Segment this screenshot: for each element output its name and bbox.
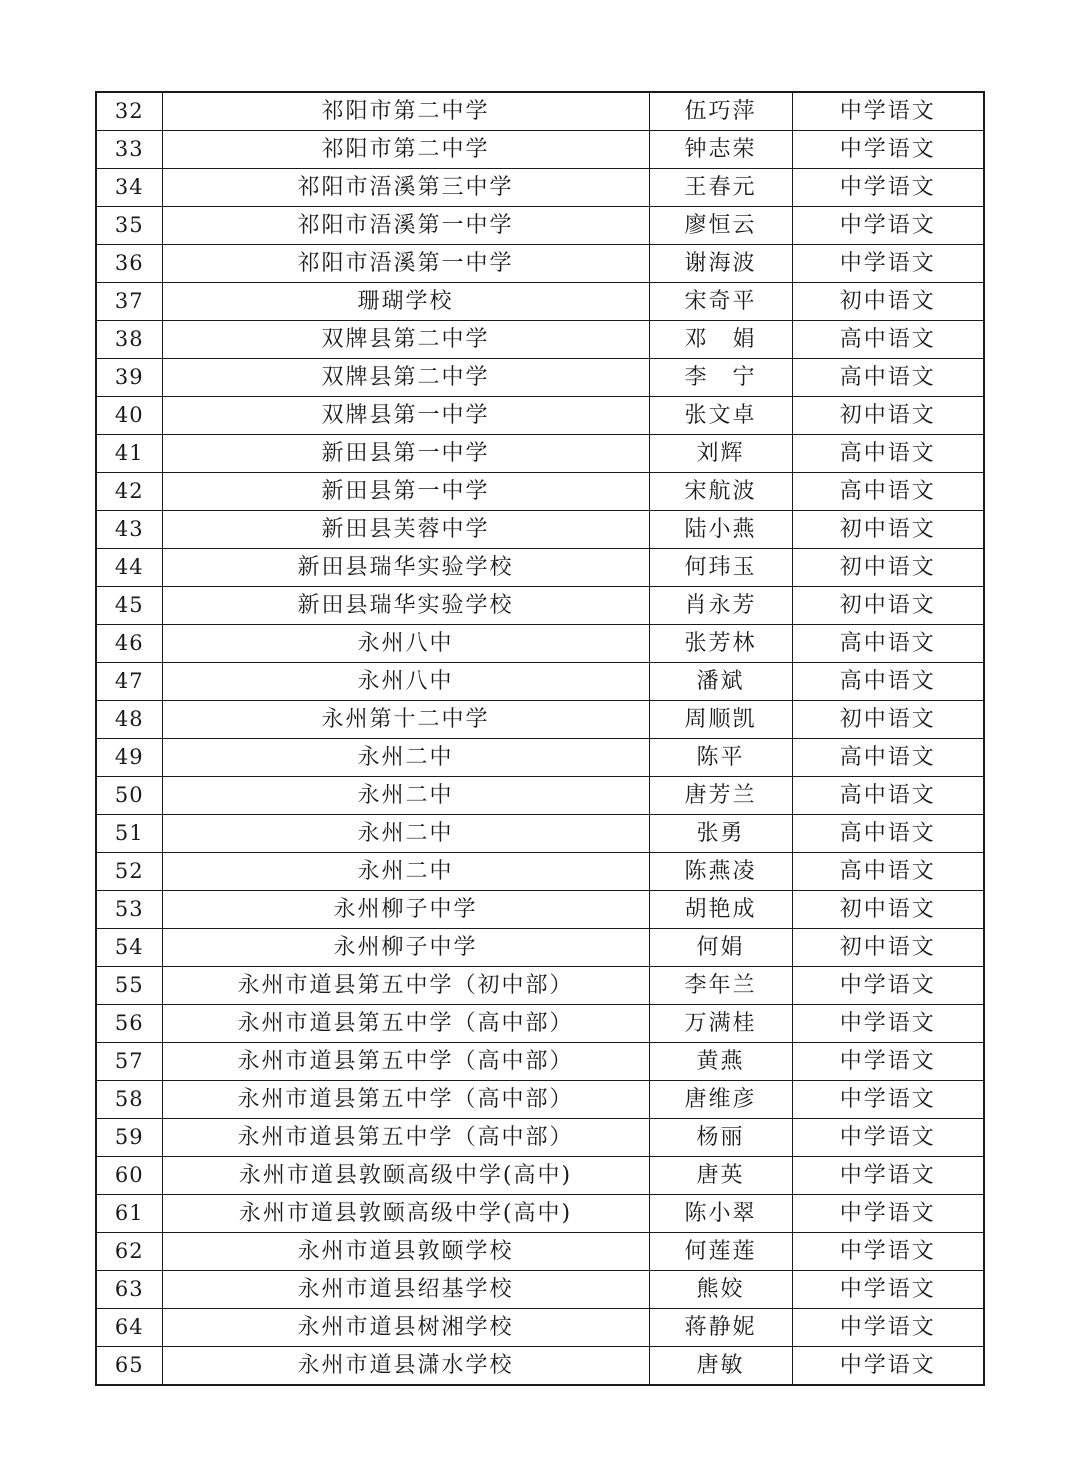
teacher-name-cell: 张勇: [649, 815, 792, 853]
school-name-cell: 祁阳市浯溪第一中学: [162, 207, 649, 245]
teacher-name-cell: 钟志荣: [649, 131, 792, 169]
teacher-name-cell: 陈燕凌: [649, 853, 792, 891]
roster-table-body: [96, 92, 984, 1385]
teacher-name-cell: 王春元: [649, 169, 792, 207]
teacher-name-cell: 黄燕: [649, 1043, 792, 1081]
subject-cell: 中学语文: [792, 1309, 984, 1347]
table-row: [96, 891, 984, 929]
teacher-name-cell: 廖恒云: [649, 207, 792, 245]
row-number-cell: 55: [96, 967, 162, 1005]
row-number-cell: 62: [96, 1233, 162, 1271]
teacher-name-cell: 潘斌: [649, 663, 792, 701]
table-row: [96, 1347, 984, 1386]
school-name-cell: 永州二中: [162, 853, 649, 891]
table-row: [96, 1195, 984, 1233]
school-name-cell: 永州市道县第五中学（高中部）: [162, 1043, 649, 1081]
table-row: [96, 1005, 984, 1043]
subject-cell: 中学语文: [792, 1347, 984, 1386]
row-number-cell: 48: [96, 701, 162, 739]
row-number-cell: 39: [96, 359, 162, 397]
table-row: [96, 511, 984, 549]
subject-cell: 中学语文: [792, 1081, 984, 1119]
school-name-cell: 永州市道县第五中学（高中部）: [162, 1005, 649, 1043]
row-number-cell: 65: [96, 1347, 162, 1386]
subject-cell: 初中语文: [792, 891, 984, 929]
school-name-cell: 新田县瑞华实验学校: [162, 587, 649, 625]
school-name-cell: 永州第十二中学: [162, 701, 649, 739]
subject-cell: 中学语文: [792, 1233, 984, 1271]
school-name-cell: 双牌县第二中学: [162, 321, 649, 359]
table-row: [96, 625, 984, 663]
subject-cell: 高中语文: [792, 359, 984, 397]
subject-cell: 初中语文: [792, 587, 984, 625]
teacher-name-cell: 李年兰: [649, 967, 792, 1005]
table-row: [96, 321, 984, 359]
subject-cell: 中学语文: [792, 1271, 984, 1309]
subject-cell: 初中语文: [792, 929, 984, 967]
row-number-cell: 56: [96, 1005, 162, 1043]
school-name-cell: 永州二中: [162, 777, 649, 815]
table-row: [96, 853, 984, 891]
school-name-cell: 永州柳子中学: [162, 891, 649, 929]
table-row: [96, 739, 984, 777]
table-row: [96, 967, 984, 1005]
table-row: [96, 435, 984, 473]
subject-cell: 中学语文: [792, 1043, 984, 1081]
table-row: [96, 815, 984, 853]
teacher-name-cell: 张芳林: [649, 625, 792, 663]
subject-cell: 初中语文: [792, 283, 984, 321]
row-number-cell: 43: [96, 511, 162, 549]
teacher-name-cell: 唐敏: [649, 1347, 792, 1386]
subject-cell: 高中语文: [792, 663, 984, 701]
table-row: [96, 245, 984, 283]
school-name-cell: 永州市道县第五中学（高中部）: [162, 1119, 649, 1157]
table-row: [96, 397, 984, 435]
school-name-cell: 永州二中: [162, 815, 649, 853]
subject-cell: 初中语文: [792, 511, 984, 549]
school-name-cell: 永州市道县第五中学（高中部）: [162, 1081, 649, 1119]
subject-cell: 高中语文: [792, 815, 984, 853]
subject-cell: 中学语文: [792, 131, 984, 169]
row-number-cell: 49: [96, 739, 162, 777]
school-name-cell: 永州市道县第五中学（初中部）: [162, 967, 649, 1005]
subject-cell: 高中语文: [792, 853, 984, 891]
table-row: [96, 1119, 984, 1157]
row-number-cell: 37: [96, 283, 162, 321]
teacher-name-cell: 张文卓: [649, 397, 792, 435]
school-name-cell: 永州市道县敦颐学校: [162, 1233, 649, 1271]
school-name-cell: 永州市道县树湘学校: [162, 1309, 649, 1347]
teacher-name-cell: 谢海波: [649, 245, 792, 283]
row-number-cell: 41: [96, 435, 162, 473]
teacher-name-cell: 何莲莲: [649, 1233, 792, 1271]
subject-cell: 初中语文: [792, 397, 984, 435]
row-number-cell: 54: [96, 929, 162, 967]
school-name-cell: 永州二中: [162, 739, 649, 777]
row-number-cell: 34: [96, 169, 162, 207]
school-name-cell: 新田县瑞华实验学校: [162, 549, 649, 587]
teacher-name-cell: 陈平: [649, 739, 792, 777]
table-row: [96, 283, 984, 321]
table-row: [96, 207, 984, 245]
teacher-name-cell: 唐芳兰: [649, 777, 792, 815]
table-row: [96, 1157, 984, 1195]
teacher-name-cell: 何娟: [649, 929, 792, 967]
table-row: [96, 169, 984, 207]
row-number-cell: 64: [96, 1309, 162, 1347]
school-name-cell: 双牌县第二中学: [162, 359, 649, 397]
school-name-cell: 新田县第一中学: [162, 435, 649, 473]
roster-table: [95, 91, 985, 1386]
subject-cell: 中学语文: [792, 207, 984, 245]
teacher-name-cell: 宋航波: [649, 473, 792, 511]
row-number-cell: 58: [96, 1081, 162, 1119]
teacher-name-cell: 杨丽: [649, 1119, 792, 1157]
row-number-cell: 46: [96, 625, 162, 663]
school-name-cell: 永州市道县绍基学校: [162, 1271, 649, 1309]
school-name-cell: 双牌县第一中学: [162, 397, 649, 435]
table-row: [96, 1233, 984, 1271]
subject-cell: 高中语文: [792, 777, 984, 815]
subject-cell: 初中语文: [792, 549, 984, 587]
table-row: [96, 777, 984, 815]
school-name-cell: 永州八中: [162, 625, 649, 663]
teacher-name-cell: 唐英: [649, 1157, 792, 1195]
subject-cell: 中学语文: [792, 169, 984, 207]
row-number-cell: 52: [96, 853, 162, 891]
subject-cell: 中学语文: [792, 1119, 984, 1157]
school-name-cell: 新田县芙蓉中学: [162, 511, 649, 549]
table-row: [96, 1309, 984, 1347]
teacher-name-cell: 陆小燕: [649, 511, 792, 549]
teacher-name-cell: 李 宁: [649, 359, 792, 397]
row-number-cell: 45: [96, 587, 162, 625]
row-number-cell: 63: [96, 1271, 162, 1309]
table-row: [96, 549, 984, 587]
row-number-cell: 35: [96, 207, 162, 245]
teacher-name-cell: 宋奇平: [649, 283, 792, 321]
table-row: [96, 1081, 984, 1119]
subject-cell: 高中语文: [792, 321, 984, 359]
school-name-cell: 永州柳子中学: [162, 929, 649, 967]
school-name-cell: 新田县第一中学: [162, 473, 649, 511]
table-row: [96, 92, 984, 131]
teacher-name-cell: 肖永芳: [649, 587, 792, 625]
row-number-cell: 50: [96, 777, 162, 815]
subject-cell: 中学语文: [792, 1157, 984, 1195]
row-number-cell: 32: [96, 92, 162, 131]
table-row: [96, 473, 984, 511]
teacher-name-cell: 周顺凯: [649, 701, 792, 739]
row-number-cell: 44: [96, 549, 162, 587]
table-row: [96, 1271, 984, 1309]
table-row: [96, 131, 984, 169]
school-name-cell: 祁阳市浯溪第三中学: [162, 169, 649, 207]
school-name-cell: 祁阳市第二中学: [162, 92, 649, 131]
teacher-name-cell: 熊姣: [649, 1271, 792, 1309]
row-number-cell: 42: [96, 473, 162, 511]
subject-cell: 高中语文: [792, 473, 984, 511]
teacher-name-cell: 邓 娟: [649, 321, 792, 359]
table-row: [96, 359, 984, 397]
teacher-name-cell: 蒋静妮: [649, 1309, 792, 1347]
row-number-cell: 51: [96, 815, 162, 853]
teacher-name-cell: 唐维彦: [649, 1081, 792, 1119]
school-name-cell: 永州市道县敦颐高级中学(高中): [162, 1157, 649, 1195]
subject-cell: 高中语文: [792, 435, 984, 473]
row-number-cell: 33: [96, 131, 162, 169]
subject-cell: 中学语文: [792, 1195, 984, 1233]
subject-cell: 高中语文: [792, 739, 984, 777]
table-row: [96, 929, 984, 967]
school-name-cell: 祁阳市浯溪第一中学: [162, 245, 649, 283]
row-number-cell: 61: [96, 1195, 162, 1233]
school-name-cell: 祁阳市第二中学: [162, 131, 649, 169]
school-name-cell: 永州八中: [162, 663, 649, 701]
subject-cell: 中学语文: [792, 245, 984, 283]
school-name-cell: 珊瑚学校: [162, 283, 649, 321]
school-name-cell: 永州市道县潇水学校: [162, 1347, 649, 1386]
row-number-cell: 59: [96, 1119, 162, 1157]
row-number-cell: 36: [96, 245, 162, 283]
row-number-cell: 57: [96, 1043, 162, 1081]
subject-cell: 中学语文: [792, 1005, 984, 1043]
row-number-cell: 60: [96, 1157, 162, 1195]
teacher-name-cell: 伍巧萍: [649, 92, 792, 131]
subject-cell: 中学语文: [792, 967, 984, 1005]
table-row: [96, 663, 984, 701]
subject-cell: 高中语文: [792, 625, 984, 663]
teacher-name-cell: 胡艳成: [649, 891, 792, 929]
subject-cell: 初中语文: [792, 701, 984, 739]
document-page: [95, 91, 983, 1386]
teacher-name-cell: 何玮玉: [649, 549, 792, 587]
table-row: [96, 701, 984, 739]
subject-cell: 中学语文: [792, 92, 984, 131]
teacher-name-cell: 万满桂: [649, 1005, 792, 1043]
school-name-cell: 永州市道县敦颐高级中学(高中): [162, 1195, 649, 1233]
teacher-name-cell: 刘辉: [649, 435, 792, 473]
row-number-cell: 53: [96, 891, 162, 929]
row-number-cell: 38: [96, 321, 162, 359]
table-row: [96, 1043, 984, 1081]
row-number-cell: 40: [96, 397, 162, 435]
teacher-name-cell: 陈小翠: [649, 1195, 792, 1233]
row-number-cell: 47: [96, 663, 162, 701]
table-row: [96, 587, 984, 625]
